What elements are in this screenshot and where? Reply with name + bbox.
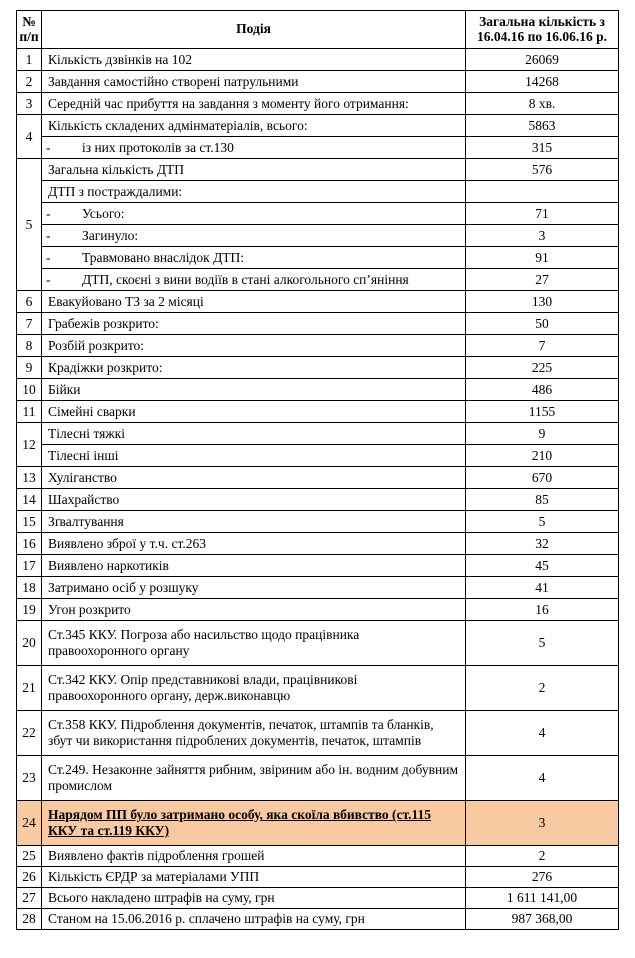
row-number: 2 [17,71,42,93]
row-number: 18 [17,577,42,599]
row-number: 13 [17,467,42,489]
row-value: 9 [466,423,619,445]
row-event: Ст.249. Незаконне зайняття рибним, звіриним або ін. водним добувним промислом [42,756,466,801]
row-event: Затримано осіб у розшуку [42,577,466,599]
row-event: Розбій розкрито: [42,335,466,357]
row-number: 21 [17,666,42,711]
table-row [17,423,619,445]
table-row [17,379,619,401]
row-value: 16 [466,599,619,621]
subrow-value: 71 [466,203,619,225]
row-value: 576 [466,159,619,181]
row-event: Крадіжки розкрито: [42,357,466,379]
row-event: Кількість ЄРДР за матеріалами УПП [42,867,466,888]
row-event: Всього накладено штрафів на суму, грн [42,888,466,909]
row-number: 10 [17,379,42,401]
row-value: 5 [466,621,619,666]
table-row [17,511,619,533]
subrow-value: 315 [466,137,619,159]
row-value: 8 хв. [466,93,619,115]
table-row [17,621,619,666]
table-row [17,909,619,930]
table-row [17,313,619,335]
table-row [17,756,619,801]
row-number: 7 [17,313,42,335]
table-subrow [17,137,619,159]
row-event: Шахрайство [42,489,466,511]
row-number: 26 [17,867,42,888]
table-subrow [17,445,619,467]
row-number: 23 [17,756,42,801]
table-subrow [17,247,619,269]
table-header-row [17,11,619,49]
table-row [17,115,619,137]
row-event: Евакуйовано ТЗ за 2 місяці [42,291,466,313]
row-number: 17 [17,555,42,577]
list-dash: - [46,139,51,155]
row-value: 670 [466,467,619,489]
row-value: 130 [466,291,619,313]
subrow-event [42,247,466,269]
table-row [17,71,619,93]
row-number: 20 [17,621,42,666]
subrow-event [42,137,466,159]
row-event: Кількість складених адмінматеріалів, всього: [42,115,466,137]
row-number: 25 [17,846,42,867]
row-event: Бійки [42,379,466,401]
row-number: 5 [17,159,42,291]
table-row [17,711,619,756]
row-event: Виявлено фактів підроблення грошей [42,846,466,867]
row-number: 16 [17,533,42,555]
header-event: Подія [42,11,466,49]
row-value: 26069 [466,49,619,71]
row-number: 24 [17,801,42,846]
row-value: 3 [466,801,619,846]
subrow-title: ДТП з постраждалими: [42,181,466,203]
row-value: 1 611 141,00 [466,888,619,909]
header-number: № п/п [17,11,42,49]
row-event: Угон розкрито [42,599,466,621]
table-row-highlighted [17,801,619,846]
table-row [17,555,619,577]
row-event: Виявлено зброї у т.ч. ст.263 [42,533,466,555]
table-row [17,401,619,423]
row-event: Середній час прибуття на завдання з моменту його отримання: [42,93,466,115]
subrow-event: Тілесні інші [42,445,466,467]
statistics-document [16,10,619,930]
row-number: 19 [17,599,42,621]
row-event: Хуліганство [42,467,466,489]
table-row [17,467,619,489]
table-row [17,867,619,888]
row-event: Ст.342 ККУ. Опір представникові влади, працівникові правоохоронного органу, держ.виконавцю [42,666,466,711]
subrow-value: 210 [466,445,619,467]
row-value: 14268 [466,71,619,93]
row-number: 4 [17,115,42,159]
subrow-value: 3 [466,225,619,247]
header-total: Загальна кількість з 16.04.16 по 16.06.16 р. [466,11,619,49]
row-event: Станом на 15.06.2016 р. сплачено штрафів на суму, грн [42,909,466,930]
subrow-event [42,225,466,247]
row-event: Загальна кількість ДТП [42,159,466,181]
list-dash: - [46,249,51,265]
table-row [17,93,619,115]
row-event: Тілесні тяжкі [42,423,466,445]
row-number: 12 [17,423,42,467]
row-event: Сімейні сварки [42,401,466,423]
row-event: Нарядом ПП було затримано особу, яка скоїла вбивство (ст.115 ККУ та ст.119 ККУ) [42,801,466,846]
row-value: 45 [466,555,619,577]
subrow-value: 27 [466,269,619,291]
row-value: 5 [466,511,619,533]
table-row [17,489,619,511]
subrow-event-text: Усього: [82,205,125,221]
table-row [17,357,619,379]
table-subrow [17,269,619,291]
row-number: 15 [17,511,42,533]
row-value: 4 [466,756,619,801]
list-dash: - [46,205,51,221]
subrow-event-text: Травмовано внаслідок ДТП: [82,249,245,265]
row-event: Ст.345 ККУ. Погроза або насильство щодо працівника правоохоронного органу [42,621,466,666]
row-value: 2 [466,666,619,711]
table-subrow [17,225,619,247]
row-number: 9 [17,357,42,379]
table-subrow [17,203,619,225]
subrow-event [42,203,466,225]
table-row [17,599,619,621]
row-value: 85 [466,489,619,511]
row-event: Завдання самостійно створені патрульними [42,71,466,93]
subrow-event-text: із них протоколів за ст.130 [82,139,234,155]
row-number: 8 [17,335,42,357]
table-row [17,49,619,71]
row-number: 28 [17,909,42,930]
row-number: 14 [17,489,42,511]
row-number: 3 [17,93,42,115]
row-value: 276 [466,867,619,888]
row-value: 2 [466,846,619,867]
row-value: 1155 [466,401,619,423]
row-value: 225 [466,357,619,379]
list-dash: - [46,227,51,243]
row-value: 41 [466,577,619,599]
row-number: 11 [17,401,42,423]
row-value: 50 [466,313,619,335]
row-event: Ст.358 ККУ. Підроблення документів, печаток, штампів та бланків, збут чи використання підроблених документів, печаток, штампів [42,711,466,756]
table-row [17,577,619,599]
table-row [17,335,619,357]
row-number: 6 [17,291,42,313]
row-number: 27 [17,888,42,909]
subrow-value: 91 [466,247,619,269]
table-row [17,846,619,867]
table-row [17,533,619,555]
row-value: 987 368,00 [466,909,619,930]
table-row [17,291,619,313]
statistics-table [16,10,619,930]
row-number: 22 [17,711,42,756]
row-value: 486 [466,379,619,401]
row-value: 7 [466,335,619,357]
table-row [17,666,619,711]
row-value: 5863 [466,115,619,137]
subrow-event-text: ДТП, скоєні з вини водіїв в стані алкогольного сп’яніння [82,271,409,287]
row-event: Зґвалтування [42,511,466,533]
table-row [17,888,619,909]
row-number: 1 [17,49,42,71]
subrow-value-empty [466,181,619,203]
row-event: Кількість дзвінків на 102 [42,49,466,71]
row-event: Грабежів розкрито: [42,313,466,335]
subrow-event [42,269,466,291]
row-value: 32 [466,533,619,555]
row-value: 4 [466,711,619,756]
table-row [17,159,619,181]
subrow-event-text: Загинуло: [82,227,139,243]
table-subrow [17,181,619,203]
list-dash: - [46,271,51,287]
row-event: Виявлено наркотиків [42,555,466,577]
